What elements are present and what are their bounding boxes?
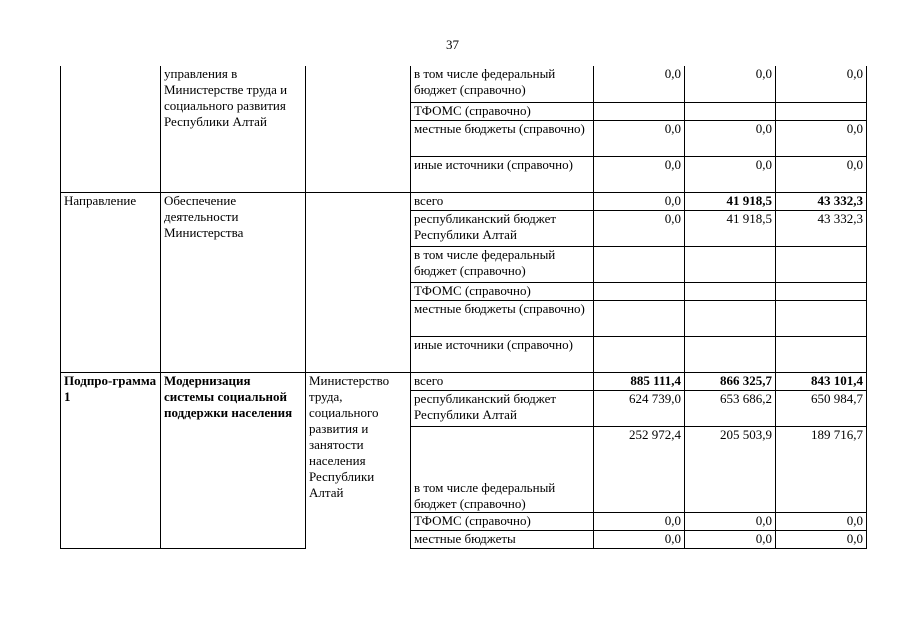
value-cell: 0,0 xyxy=(594,66,685,102)
name-cell: управления в Министерстве труда и социального развития Республики Алтай xyxy=(161,66,306,192)
value-cell: 41 918,5 xyxy=(685,192,776,210)
source-cell: в том числе федеральный бюджет (справочно) xyxy=(411,426,594,512)
source-cell: местные бюджеты xyxy=(411,530,594,548)
source-cell: иные источники (справочно) xyxy=(411,336,594,372)
value-cell: 0,0 xyxy=(594,156,685,192)
value-cell: 0,0 xyxy=(685,66,776,102)
value-cell: 650 984,7 xyxy=(776,390,867,426)
source-cell: в том числе федеральный бюджет (справочно) xyxy=(411,66,594,102)
type-cell: Направление xyxy=(61,192,161,372)
value-cell: 0,0 xyxy=(594,120,685,156)
value-cell: 0,0 xyxy=(594,192,685,210)
value-cell xyxy=(776,102,867,120)
value-cell xyxy=(685,300,776,336)
value-cell: 0,0 xyxy=(776,512,867,530)
value-cell: 189 716,7 xyxy=(776,426,867,512)
value-cell: 43 332,3 xyxy=(776,192,867,210)
source-cell: иные источники (справочно) xyxy=(411,156,594,192)
source-cell: всего xyxy=(411,192,594,210)
value-cell xyxy=(685,246,776,282)
value-cell: 0,0 xyxy=(776,120,867,156)
source-cell: в том числе федеральный бюджет (справочно) xyxy=(411,246,594,282)
value-cell: 205 503,9 xyxy=(685,426,776,512)
value-cell: 624 739,0 xyxy=(594,390,685,426)
value-cell: 0,0 xyxy=(594,210,685,246)
source-cell: местные бюджеты (справочно) xyxy=(411,300,594,336)
value-cell xyxy=(594,336,685,372)
value-cell xyxy=(594,300,685,336)
type-cell xyxy=(61,66,161,192)
value-cell: 885 111,4 xyxy=(594,372,685,390)
value-cell xyxy=(776,246,867,282)
value-cell xyxy=(776,336,867,372)
value-cell xyxy=(685,336,776,372)
value-cell: 0,0 xyxy=(685,156,776,192)
value-cell xyxy=(594,246,685,282)
source-cell: ТФОМС (справочно) xyxy=(411,102,594,120)
value-cell: 0,0 xyxy=(776,530,867,548)
value-cell xyxy=(594,102,685,120)
value-cell xyxy=(594,282,685,300)
source-cell: республиканский бюджет Республики Алтай xyxy=(411,210,594,246)
executor-cell: Министерство труда, социального развития и занятости населения Республики Алтай xyxy=(306,372,411,548)
value-cell xyxy=(685,102,776,120)
type-cell: Подпро-грамма 1 xyxy=(61,372,161,548)
budget-table xyxy=(60,66,867,549)
value-cell: 866 325,7 xyxy=(685,372,776,390)
value-cell: 0,0 xyxy=(594,512,685,530)
table-row xyxy=(61,372,867,390)
name-cell: Обеспечение деятельности Министерства xyxy=(161,192,306,372)
value-cell: 41 918,5 xyxy=(685,210,776,246)
executor-cell xyxy=(306,66,411,192)
source-cell: ТФОМС (справочно) xyxy=(411,512,594,530)
value-cell: 653 686,2 xyxy=(685,390,776,426)
value-cell xyxy=(776,300,867,336)
executor-cell xyxy=(306,192,411,372)
source-cell: ТФОМС (справочно) xyxy=(411,282,594,300)
value-cell: 43 332,3 xyxy=(776,210,867,246)
source-cell: республиканский бюджет Республики Алтай xyxy=(411,390,594,426)
value-cell xyxy=(776,282,867,300)
table-row xyxy=(61,192,867,210)
value-cell: 252 972,4 xyxy=(594,426,685,512)
value-cell: 0,0 xyxy=(685,530,776,548)
name-cell: Модернизация системы социальной поддержки населения xyxy=(161,372,306,548)
table-row xyxy=(61,66,867,102)
value-cell: 843 101,4 xyxy=(776,372,867,390)
value-cell: 0,0 xyxy=(685,120,776,156)
page-number: 37 xyxy=(446,37,459,52)
source-cell: местные бюджеты (справочно) xyxy=(411,120,594,156)
value-cell: 0,0 xyxy=(685,512,776,530)
value-cell: 0,0 xyxy=(776,156,867,192)
value-cell: 0,0 xyxy=(776,66,867,102)
source-cell: всего xyxy=(411,372,594,390)
value-cell xyxy=(685,282,776,300)
value-cell: 0,0 xyxy=(594,530,685,548)
